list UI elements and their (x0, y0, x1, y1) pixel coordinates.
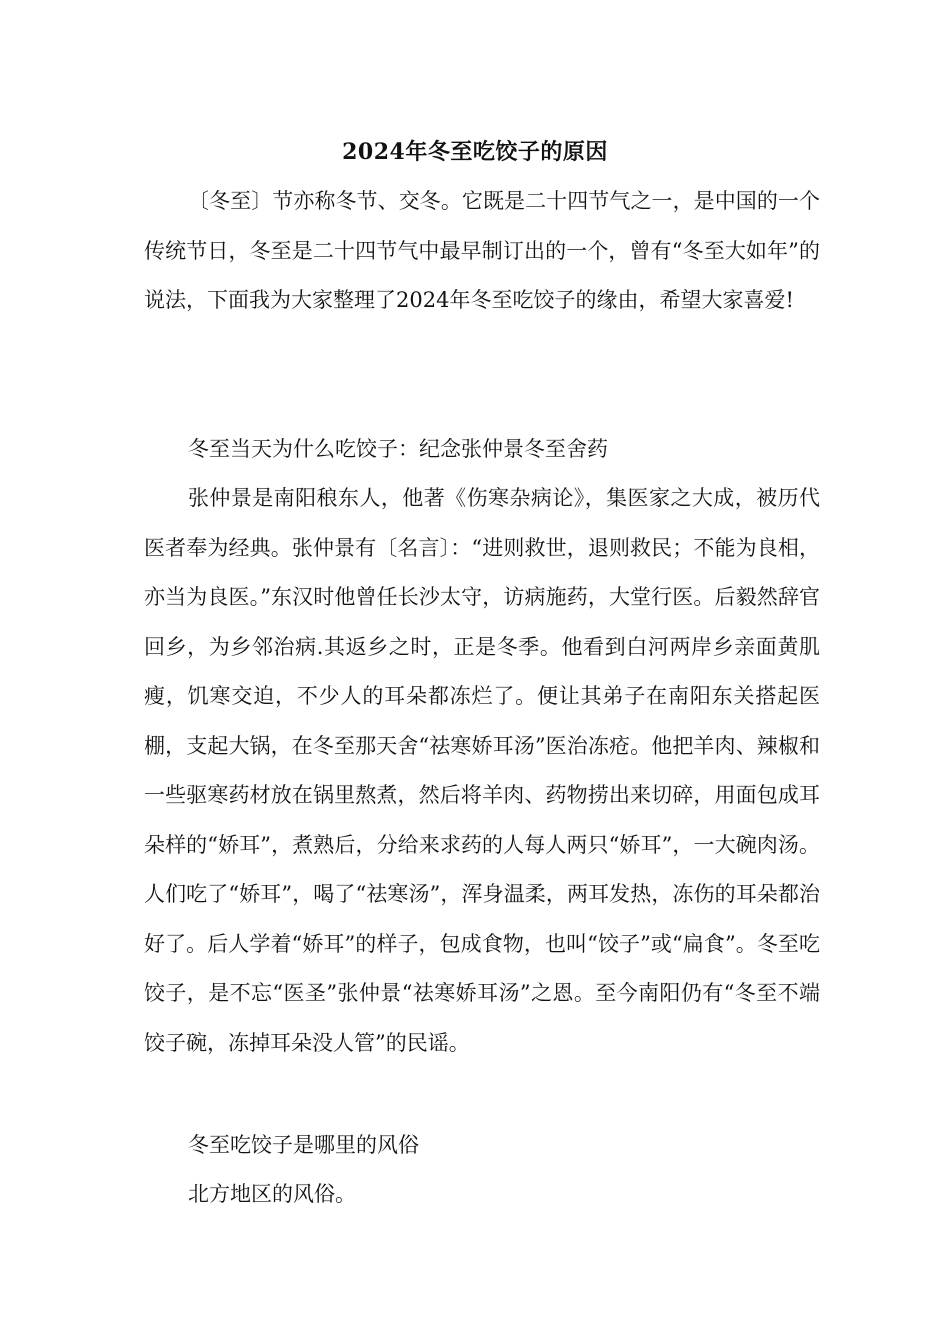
section-heading-custom-region: 冬至吃饺子是哪里的风俗 (188, 1133, 419, 1157)
section-heading-why-dumplings: 冬至当天为什么吃饺子：纪念张仲景冬至舍药 (188, 437, 608, 461)
zhang-zhongjing-story-paragraph: 张仲景是南阳稂东人，他著《伤寒杂病论》，集医家之大成，被历代医者奉为经典。张仲景有〔名言〕：“进则救世，退则救民；不能为良相，亦当为良医。”东汉时他曾任长沙太守，访病施药，大堂行医。后毅然辞官回乡，为乡邻治病.其返乡之时，正是冬季。他看到白河两岸乡亲面黄肌瘦，饥寒交迫，不少人的耳朵都冻烂了。便让其弟子在南阳东关搭起医棚，支起大锅，在冬至那天舍“祛寒娇耳汤”医治冻疮。他把羊肉、辣椒和一些驱寒药材放在锅里熬煮，然后将羊肉、药物捞出来切碎，用面包成耳朵样的“娇耳”，煮熟后，分给来求药的人每人两只“娇耳”，一大碗肉汤。人们吃了“娇耳”，喝了“祛寒汤”，浑身温柔，两耳发热，冻伤的耳朵都治好了。后人学着“娇耳”的样子，包成食物，也叫“饺子”或“扁食”。冬至吃饺子，是不忘“医圣”张仲景“祛寒娇耳汤”之恩。至今南阳仍有“冬至不端饺子碗，冻掉耳朵没人管”的民谣。 (144, 486, 820, 1055)
intro-paragraph: 〔冬至〕节亦称冬节、交冬。它既是二十四节气之一，是中国的一个传统节日，冬至是二十四节气中最早制订出的一个，曾有“冬至大如年”的说法，下面我为大家整理了2024年冬至吃饺子的缘由，希望大家喜爱! (144, 189, 820, 312)
document-title: 2024年冬至吃饺子的原因 (342, 139, 608, 165)
custom-region-answer: 北方地区的风俗。 (188, 1182, 356, 1206)
